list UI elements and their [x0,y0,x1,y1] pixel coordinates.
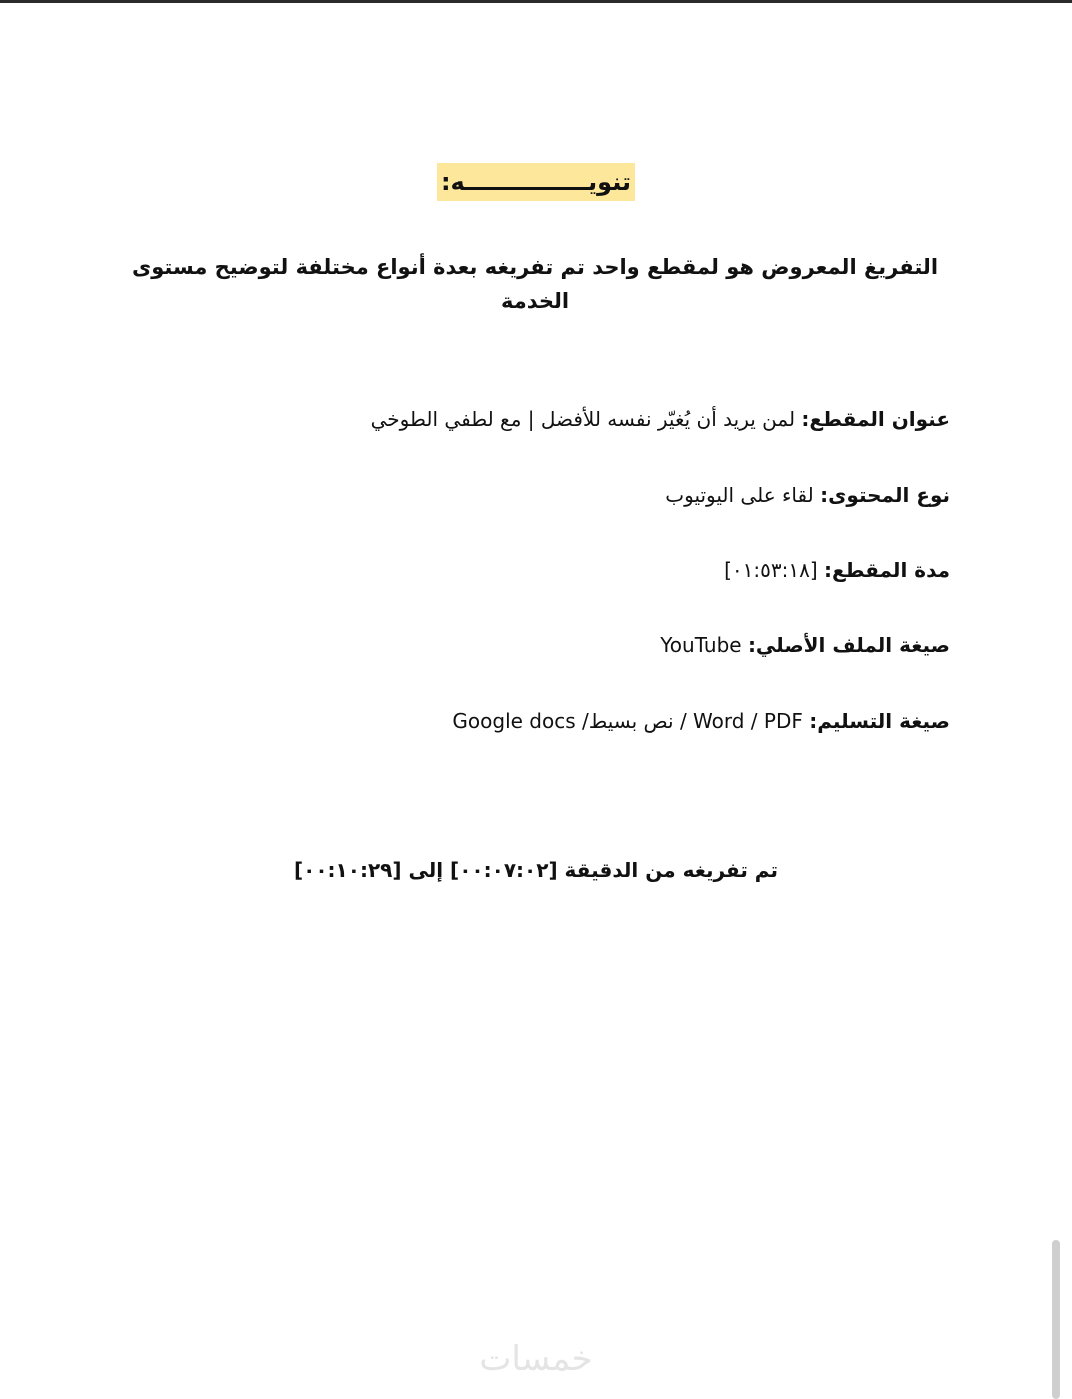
meta-format-label: صيغة التسليم: [809,709,950,733]
meta-source-value: YouTube [660,633,742,657]
meta-source-row [330,630,950,660]
meta-title-value: لمن يريد أن يُغيّر نفسه للأفضل | مع لطفي الطوخي [370,407,796,431]
notice-body: التفريغ المعروض هو لمقطع واحد تم تفريغه بعدة أنواع مختلفة لتوضيح مستوى الخدمة [131,255,939,313]
meta-duration-row [330,555,950,585]
watermark-logo: خمسات [479,1339,593,1379]
meta-duration-value: [٠١:٥٣:١٨] [724,558,818,582]
notice-heading: تنويـــــــــــــــه: [437,163,635,201]
meta-source-label: صيغة الملف الأصلي: [747,633,950,657]
meta-duration-label: مدة المقطع: [823,558,950,582]
meta-title-label: عنوان المقطع: [801,407,950,431]
meta-format-value: Word / PDF / نص بسيط/ Google docs [452,709,803,733]
top-border [0,0,1072,3]
meta-format-row [330,706,950,736]
scrollbar-thumb[interactable] [1052,1240,1060,1399]
meta-type-row [330,480,950,510]
notice-heading-wrap [0,163,1072,201]
meta-type-value: لقاء على اليوتيوب [665,483,814,507]
meta-type-label: نوع المحتوى: [820,483,950,507]
transcription-range: تم تفريغه من الدقيقة [٠٠:٠٧:٠٢] إلى [٠٠:١٠:٢٩] [294,858,778,882]
meta-title-row [330,404,950,434]
